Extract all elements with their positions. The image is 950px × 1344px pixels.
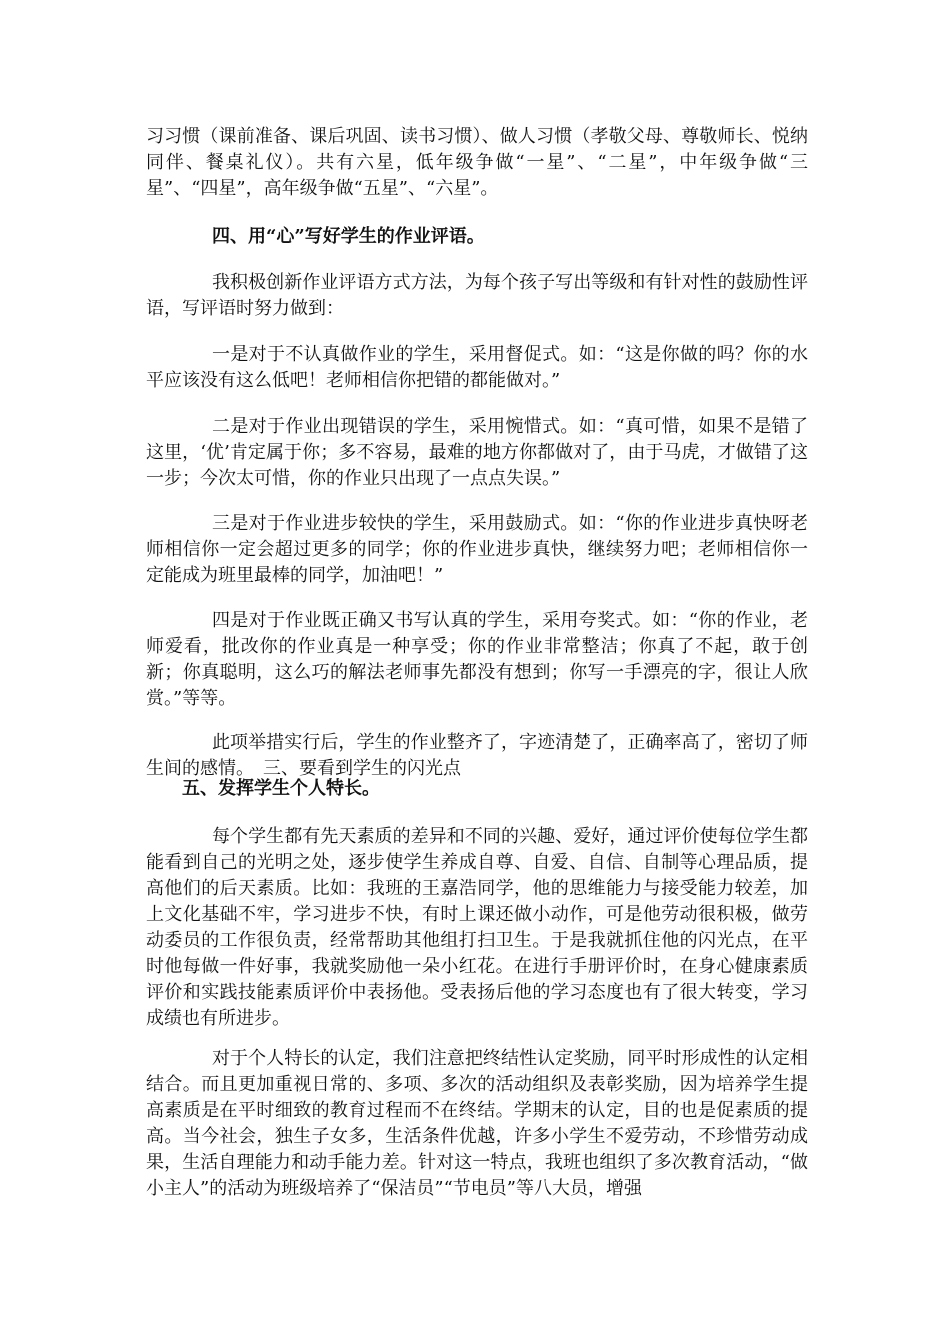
paragraph-encourage-style: 三是对于作业进步较快的学生，采用鼓励式。如：“你的作业进步真快呀老师相信你一定会超过更多的同学；你的作业进步真快，继续努力吧；老师相信你一定能成为班里最棒的同学，加油吧！” <box>146 513 808 586</box>
paragraph-regret-style: 二是对于作业出现错误的学生，采用惋惜式。如：“真可惜，如果不是错了这里，‘优’肯定属于你；多不容易，最难的地方你都做对了，由于马虎，才做错了这一步；今次太可惜，你的作业只出现了一点点失误。” <box>146 416 808 489</box>
paragraph-urging-style: 一是对于不认真做作业的学生，采用督促式。如：“这是你做的吗？你的水平应该没有这么低吧！老师相信你把错的都能做对。” <box>146 344 808 391</box>
paragraph-praise-style: 四是对于作业既正确又书写认真的学生，采用夸奖式。如：“你的作业，老师爱看，批改你的作业真是一种享受；你的作业非常整洁；你真了不起，敢于创新；你真聪明，这么巧的解法老师事先都没有想到；你写一手漂亮的字，很让人欣赏。”等等。 <box>146 610 808 709</box>
paragraph-results: 此项举措实行后，学生的作业整齐了，字迹清楚了，正确率高了，密切了师生间的感情。 三、要看到学生的闪光点 <box>146 732 808 779</box>
paragraph-comment-methods: 我积极创新作业评语方式方法，为每个孩子写出等级和有针对性的鼓励性评语，写评语时努力做到： <box>146 272 808 319</box>
section-heading-five: 五、发挥学生个人特长。 <box>182 778 380 799</box>
paragraph-student-example: 每个学生都有先天素质的差异和不同的兴趣、爱好，通过评价使每位学生都能看到自己的光明之处，逐步使学生养成自尊、自爱、自信、自制等心理品质，提高他们的后天素质。比如：我班的王嘉浩同学，他的思维能力与接受能力较差，加上文化基础不牢，学习进步不快，有时上课还做小动作，可是他劳动很积极，做劳动委员的工作很负责，经常帮助其他组打扫卫生。于是我就抓住他的闪光点，在平时他每做一件好事，我就奖励他一朵小红花。在进行手册评价时，在身心健康素质评价和实践技能素质评价中表扬他。受表扬后他的学习态度也有了很大转变，学习成绩也有所进步。 <box>146 826 808 1029</box>
section-heading-four: 四、用“心”写好学生的作业评语。 <box>212 226 485 247</box>
paragraph-star-habits: 习习惯（课前准备、课后巩固、读书习惯）、做人习惯（孝敬父母、尊敬师长、悦纳同伴、餐桌礼仪）。共有六星，低年级争做“一星”、“二星”，中年级争做“三星”、“四星”，高年级争做“五星”、“六星”。 <box>146 126 808 199</box>
paragraph-specialty-recognition: 对于个人特长的认定，我们注意把终结性认定奖励，同平时形成性的认定相结合。而且更加重视日常的、多项、多次的活动组织及表彰奖励，因为培养学生提高素质是在平时细致的教育过程而不在终结。学期末的认定，目的也是促素质的提高。当今社会，独生子女多，生活条件优越，许多小学生不爱劳动，不珍惜劳动成果，生活自理能力和动手能力差。针对这一特点，我班也组织了多次教育活动，“做小主人”的活动为班级培养了“保洁员”“节电员”等八大员，增强 <box>146 1048 808 1199</box>
